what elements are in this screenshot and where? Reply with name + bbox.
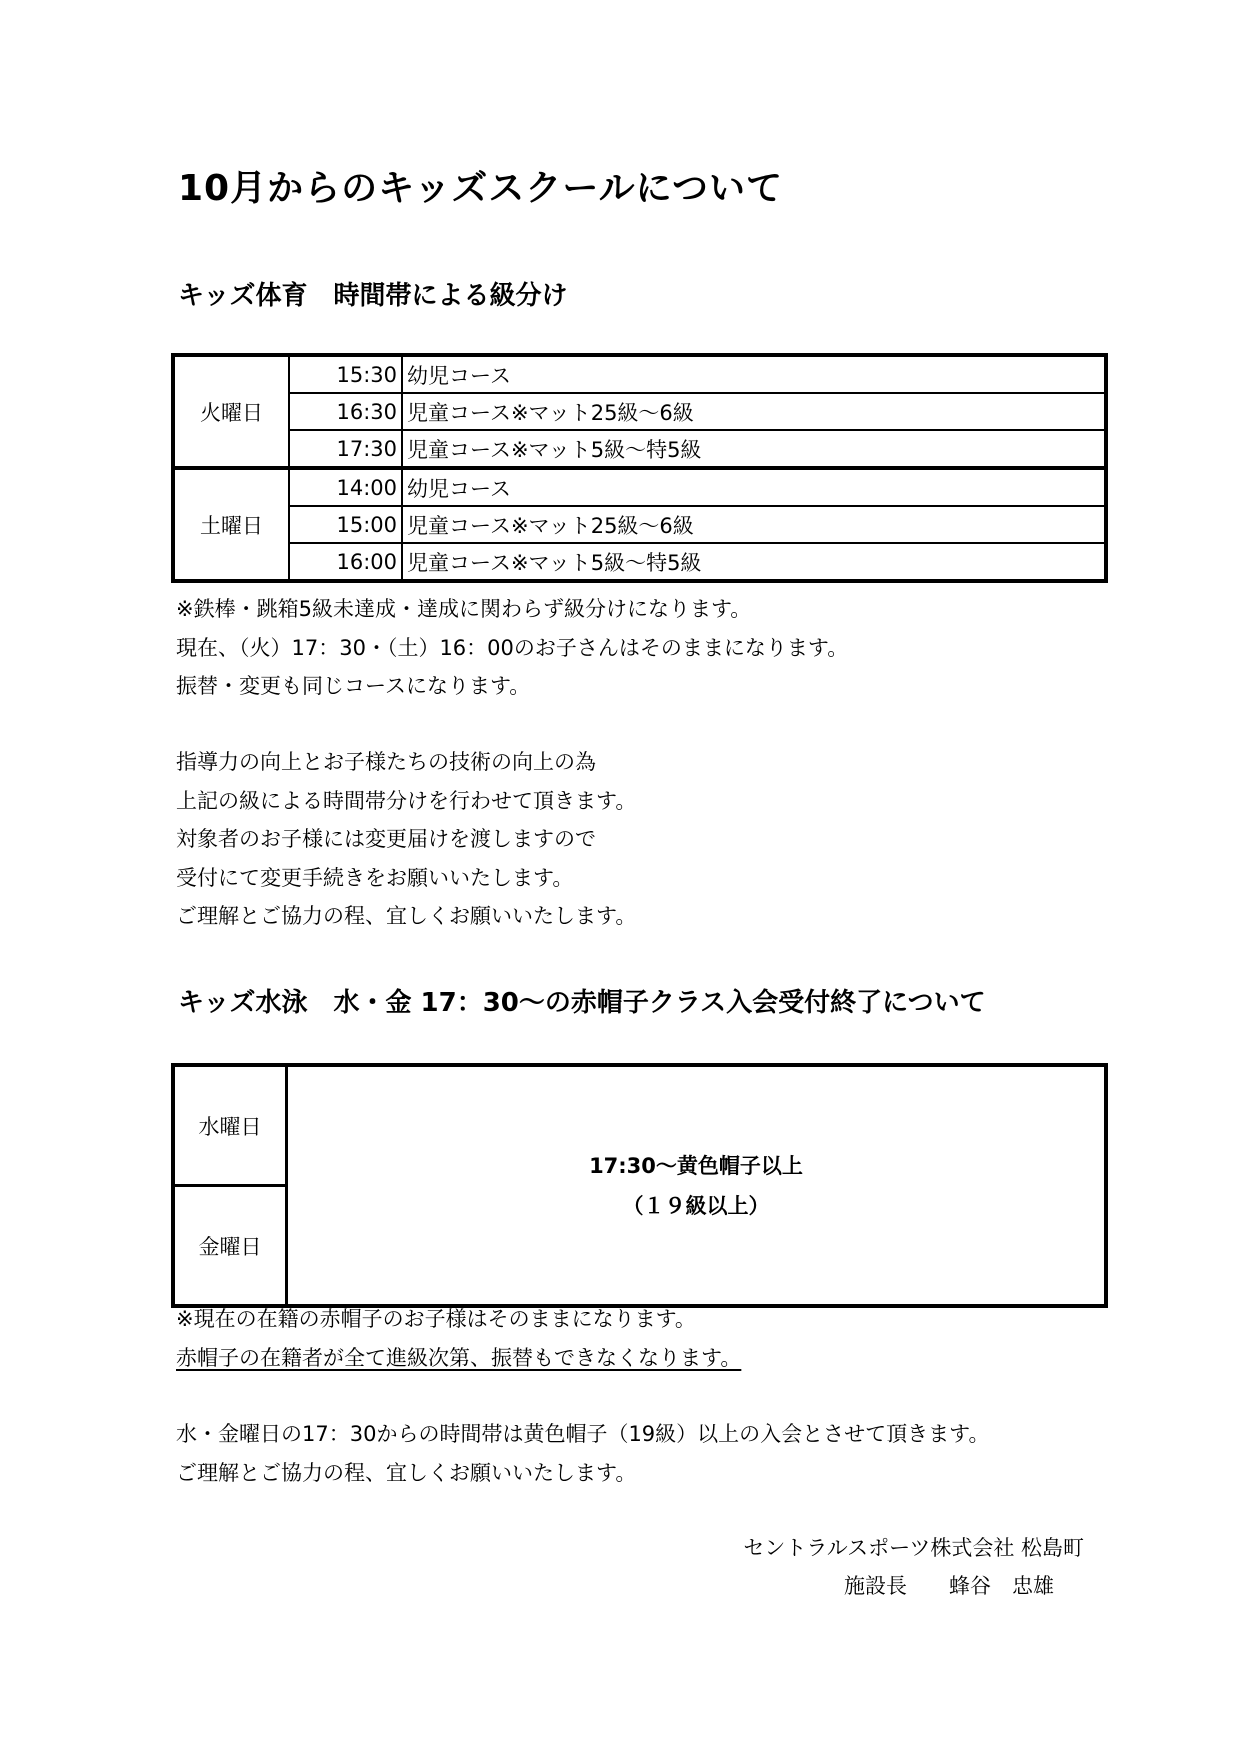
- time-cell: 16:30: [289, 393, 402, 430]
- gym-body: [176, 743, 636, 936]
- table-row: [173, 430, 1106, 468]
- swim-class-line: 17:30～黄色帽子以上: [589, 1153, 803, 1178]
- signature-name: 施設長 蜂谷 忠雄: [844, 1574, 1054, 1598]
- course-cell: 幼児コース: [402, 468, 1106, 506]
- table-row: [173, 1065, 1106, 1186]
- day-cell: 金曜日: [173, 1186, 287, 1307]
- course-cell: 幼児コース: [402, 355, 1106, 393]
- note-line: ※鉄棒・跳箱5級未達成・達成に関わらず級分けになります。: [176, 597, 752, 621]
- time-cell: 15:00: [289, 506, 402, 543]
- table-row: [173, 506, 1106, 543]
- swim-class-cell: [287, 1065, 1107, 1306]
- swim-notes: [176, 1300, 741, 1377]
- day-cell: 土曜日: [173, 468, 289, 581]
- page-title: 10月からのキッズスクールについて: [178, 168, 783, 209]
- body-line: ご理解とご協力の程、宜しくお願いいたします。: [176, 904, 637, 928]
- body-line: 対象者のお子様には変更届けを渡しますので: [176, 827, 596, 851]
- note-line: 現在、（火）17：30・（土）16：00のお子さんはそのままになります。: [176, 635, 849, 660]
- swim-class-line: （１９級以上）: [622, 1193, 770, 1218]
- note-line: 振替・変更も同じコースになります。: [176, 674, 531, 698]
- gym-notes: [176, 590, 848, 706]
- table-row: [173, 355, 1106, 393]
- swim-schedule-table: [171, 1063, 1108, 1308]
- course-cell: 児童コース※マット25級～6級: [402, 393, 1106, 430]
- day-cell: 水曜日: [173, 1065, 287, 1186]
- time-cell: 14:00: [289, 468, 402, 506]
- body-line: 受付にて変更手続きをお願いいたします。: [176, 865, 574, 890]
- body-line: 水・金曜日の17：30からの時間帯は黄色帽子（19級）以上の入会とさせて頂きます。: [176, 1422, 990, 1446]
- swim-section-heading: キッズ水泳 水・金 17：30～の赤帽子クラス入会受付終了について: [178, 988, 986, 1018]
- signature-company: セントラルスポーツ株式会社 松島町: [743, 1536, 1084, 1560]
- table-row: [173, 393, 1106, 430]
- course-cell: 児童コース※マット5級～特5級: [402, 430, 1106, 468]
- time-cell: 17:30: [289, 430, 402, 468]
- body-line: ご理解とご協力の程、宜しくお願いいたします。: [176, 1460, 637, 1485]
- gym-section-heading: キッズ体育 時間帯による級分け: [178, 281, 568, 311]
- note-line: ※現在の在籍の赤帽子のお子様はそのままになります。: [176, 1307, 696, 1331]
- course-cell: 児童コース※マット5級～特5級: [402, 543, 1106, 581]
- body-line: 指導力の向上とお子様たちの技術の向上の為: [176, 750, 596, 774]
- table-row: [173, 543, 1106, 581]
- body-line: 上記の級による時間帯分けを行わせて頂きます。: [176, 788, 637, 813]
- time-cell: 16:00: [289, 543, 402, 581]
- course-cell: 児童コース※マット25級～6級: [402, 506, 1106, 543]
- swim-body: [176, 1415, 989, 1492]
- day-cell: 火曜日: [173, 355, 289, 468]
- table-row: [173, 468, 1106, 506]
- time-cell: 15:30: [289, 355, 402, 393]
- note-line-underlined: 赤帽子の在籍者が全て進級次第、振替もできなくなります。: [176, 1345, 742, 1370]
- gym-schedule-table: [171, 353, 1108, 583]
